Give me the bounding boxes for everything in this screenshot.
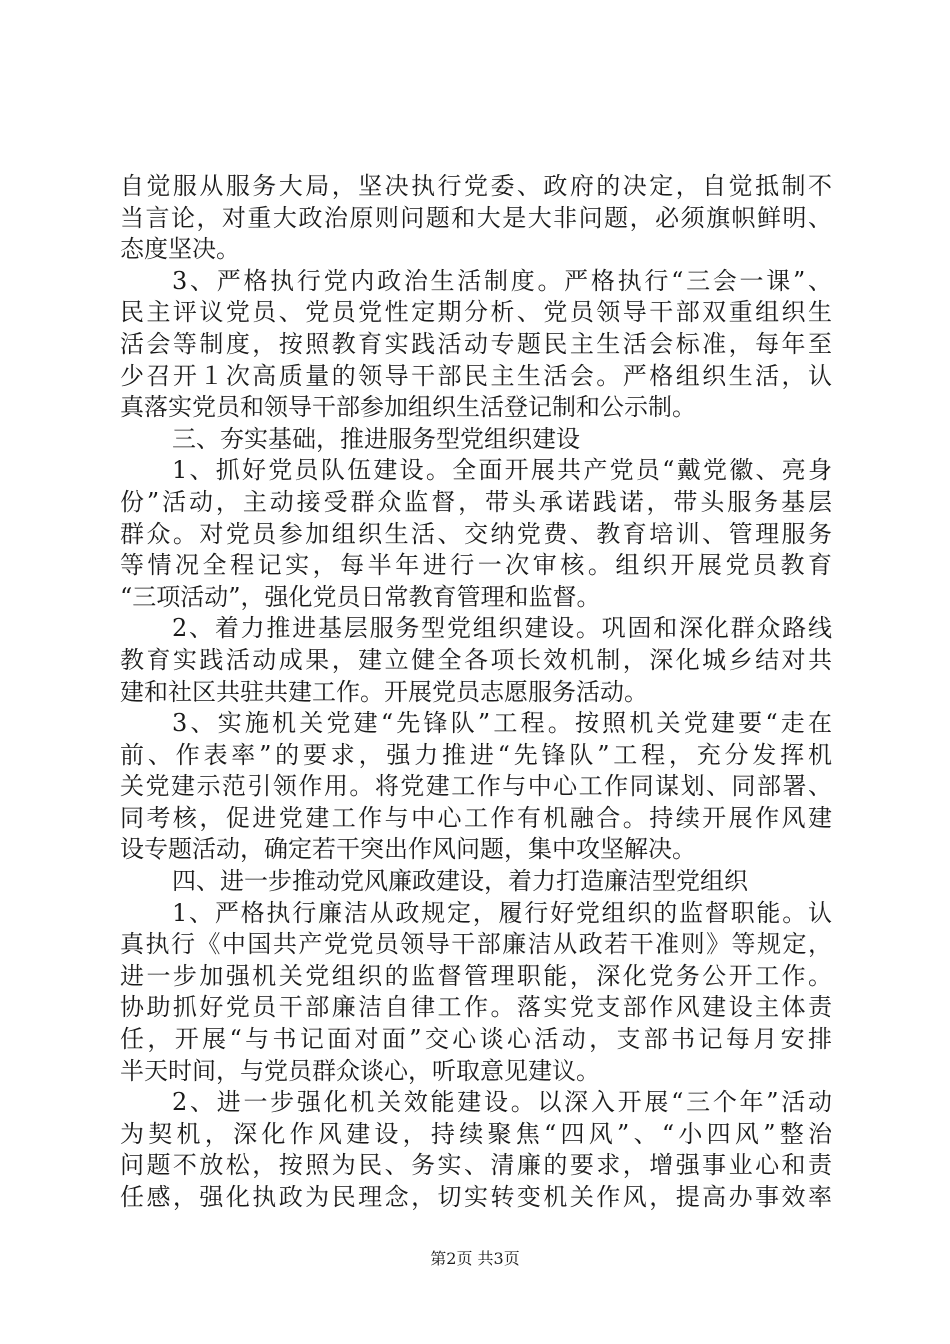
text-line: 民主评议党员、党员党性定期分析、党员领导干部双重组织生 (120, 298, 832, 327)
text-line: 群众。对党员参加组织生活、交纳党费、教育培训、管理服务 (120, 519, 832, 548)
text-line: 进一步加强机关党组织的监督管理职能，深化党务公开工作。 (120, 961, 832, 990)
text-line: 三、夯实基础，推进服务型党组织建设 (172, 424, 580, 453)
text-line: 态度坚决。 (120, 235, 240, 264)
document-body (120, 171, 832, 1214)
text-line: 问题不放松，按照为民、务实、清廉的要求，增强事业心和责 (120, 1151, 832, 1180)
text-line: “三项活动”，强化党员日常教育管理和监督。 (120, 582, 601, 611)
text-line: 设专题活动，确定若干突出作风问题，集中攻坚解决。 (120, 835, 696, 864)
text-line: 四、进一步推动党风廉政建设，着力打造廉洁型党组织 (172, 867, 748, 896)
text-line: 3、严格执行党内政治生活制度。严格执行“三会一课”、 (172, 266, 832, 295)
text-line: 真执行《中国共产党党员领导干部廉洁从政若干准则》等规定， (120, 930, 832, 959)
text-line: 份”活动，主动接受群众监督，带头承诺践诺，带头服务基层 (120, 487, 832, 516)
text-line: 少召开１次高质量的领导干部民主生活会。严格组织生活，认 (120, 361, 832, 390)
text-line: 3、实施机关党建“先锋队”工程。按照机关党建要“走在 (172, 709, 832, 738)
text-line: 任感，强化执政为民理念，切实转变机关作风，提高办事效率 (120, 1183, 832, 1211)
text-line: 等情况全程记实，每半年进行一次审核。组织开展党员教育 (120, 551, 832, 580)
text-line: 协助抓好党员干部廉洁自律工作。落实党支部作风建设主体责 (120, 993, 832, 1022)
text-line: 1、抓好党员队伍建设。全面开展共产党员“戴党徽、亮身 (172, 456, 832, 485)
text-line: 自觉服从服务大局，坚决执行党委、政府的决定，自觉抵制不 (120, 172, 832, 200)
text-line: 为契机，深化作风建设，持续聚焦“四风”、“小四风”整治 (120, 1119, 832, 1148)
text-line: 2、进一步强化机关效能建设。以深入开展“三个年”活动 (172, 1088, 832, 1117)
text-line: 真落实党员和领导干部参加组织生活登记制和公示制。 (120, 393, 696, 422)
text-line: 1、严格执行廉洁从政规定，履行好党组织的监督职能。认 (172, 898, 832, 927)
text-line: 教育实践活动成果，建立健全各项长效机制，深化城乡结对共 (120, 645, 832, 674)
page-footer: 第2页 共3页 (430, 1249, 520, 1268)
text-line: 当言论，对重大政治原则问题和大是大非问题，必须旗帜鲜明、 (120, 203, 832, 232)
text-line: 关党建示范引领作用。将党建工作与中心工作同谋划、同部署、 (120, 772, 832, 801)
text-line: 半天时间，与党员群众谈心，听取意见建议。 (120, 1056, 600, 1085)
text-line: 2、着力推进基层服务型党组织建设。巩固和深化群众路线 (172, 614, 832, 643)
text-line: 前、作表率”的要求，强力推进“先锋队”工程，充分发挥机 (120, 740, 832, 769)
text-line: 建和社区共驻共建工作。开展党员志愿服务活动。 (120, 677, 648, 706)
text-line: 活会等制度，按照教育实践活动专题民主生活会标准，每年至 (120, 329, 832, 358)
text-line: 任，开展“与书记面对面”交心谈心活动，支部书记每月安排 (120, 1025, 832, 1054)
text-line: 同考核，促进党建工作与中心工作有机融合。持续开展作风建 (120, 803, 832, 832)
